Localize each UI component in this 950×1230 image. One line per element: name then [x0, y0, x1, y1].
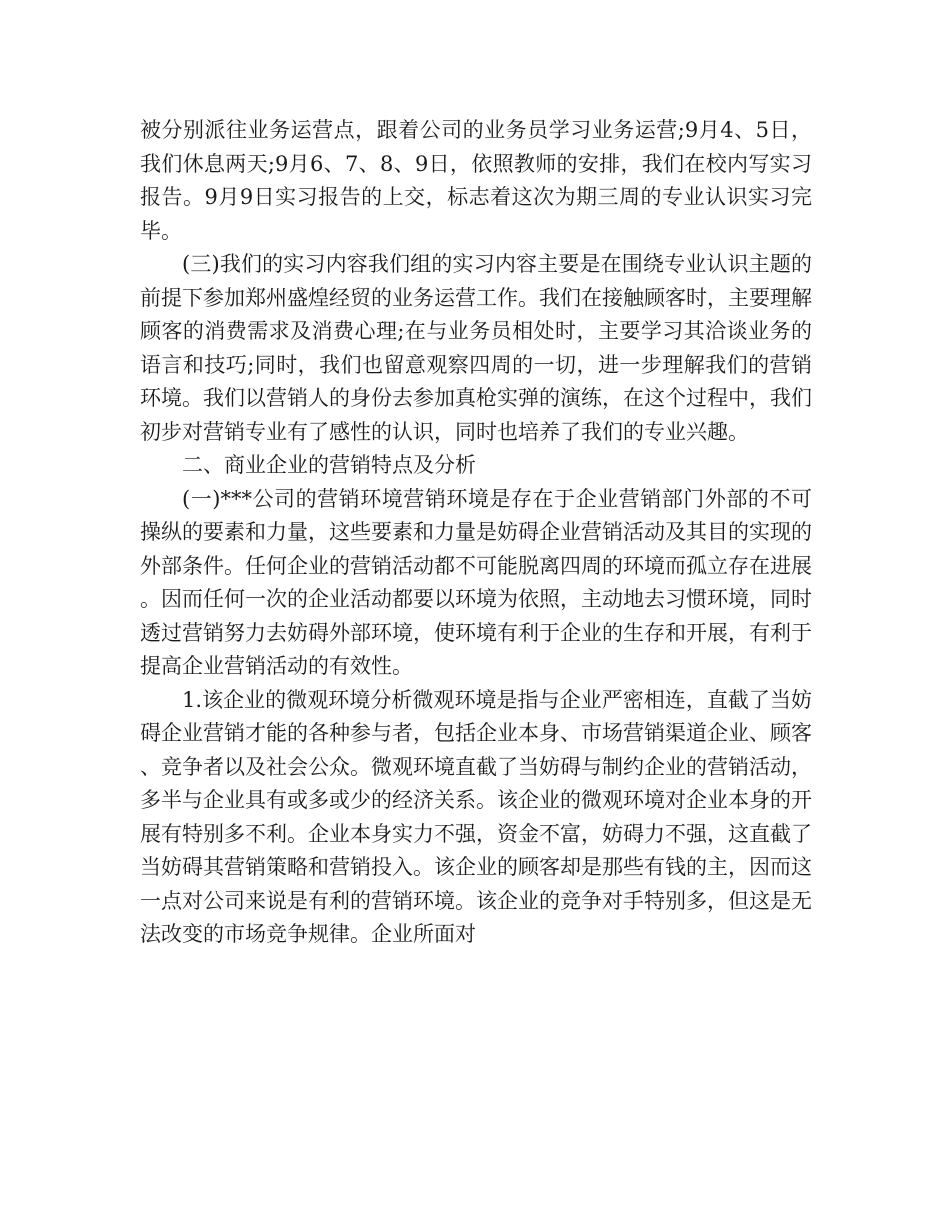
- document-body: [140, 114, 812, 952]
- section-heading-marketing-features: 二、商业企业的营销特点及分析: [182, 453, 476, 477]
- paragraph-internship-content: (三)我们的实习内容我们组的实习内容主要是在围绕专业认识主题的前提下参加郑州盛煌经贸的业务运营工作。我们在接触顾客时，主要理解顾客的消费需求及消费心理;在与业务员相处时，主要学习其洽谈业务的语言和技巧;同时，我们也留意观察四周的一切，进一步理解我们的营销环境。我们以营销人的身份去参加真枪实弹的演练，在这个过程中，我们初步对营销专业有了感性的认识，同时也培养了我们的专业兴趣。: [140, 252, 812, 444]
- paragraph-marketing-environment: (一)***公司的营销环境营销环境是存在于企业营销部门外部的不可操纵的要素和力量，这些要素和力量是妨碍企业营销活动及其目的实现的外部条件。任何企业的营销活动都不可能脱离四周的环境而孤立存在进展。因而任何一次的企业活动都要以环境为依照，主动地去习惯环境，同时透过营销努力去妨碍外部环境，使环境有利于企业的生存和开展，有利于提高企业营销活动的有效性。: [140, 486, 812, 678]
- paragraph-schedule: 被分别派往业务运营点，跟着公司的业务员学习业务运营;9月4、5日，我们休息两天;9月6、7、8、9日，依照教师的安排，我们在校内写实习报告。9月9日实习报告的上交，标志着这次为期三周的专业认识实习完毕。: [140, 118, 812, 243]
- paragraph-micro-environment: 1.该企业的微观环境分析微观环境是指与企业严密相连，直截了当妨碍企业营销才能的各种参与者，包括企业本身、市场营销渠道企业、顾客、竞争者以及社会公众。微观环境直截了当妨碍与制约企业的营销活动，多半与企业具有或多或少的经济关系。该企业的微观环境对企业本身的开展有特别多不利。企业本身实力不强，资金不富，妨碍力不强，这直截了当妨碍其营销策略和营销投入。该企业的顾客却是那些有钱的主，因而这一点对公司来说是有利的营销环境。该企业的竞争对手特别多，但这是无法改变的市场竞争规律。企业所面对: [140, 687, 812, 946]
